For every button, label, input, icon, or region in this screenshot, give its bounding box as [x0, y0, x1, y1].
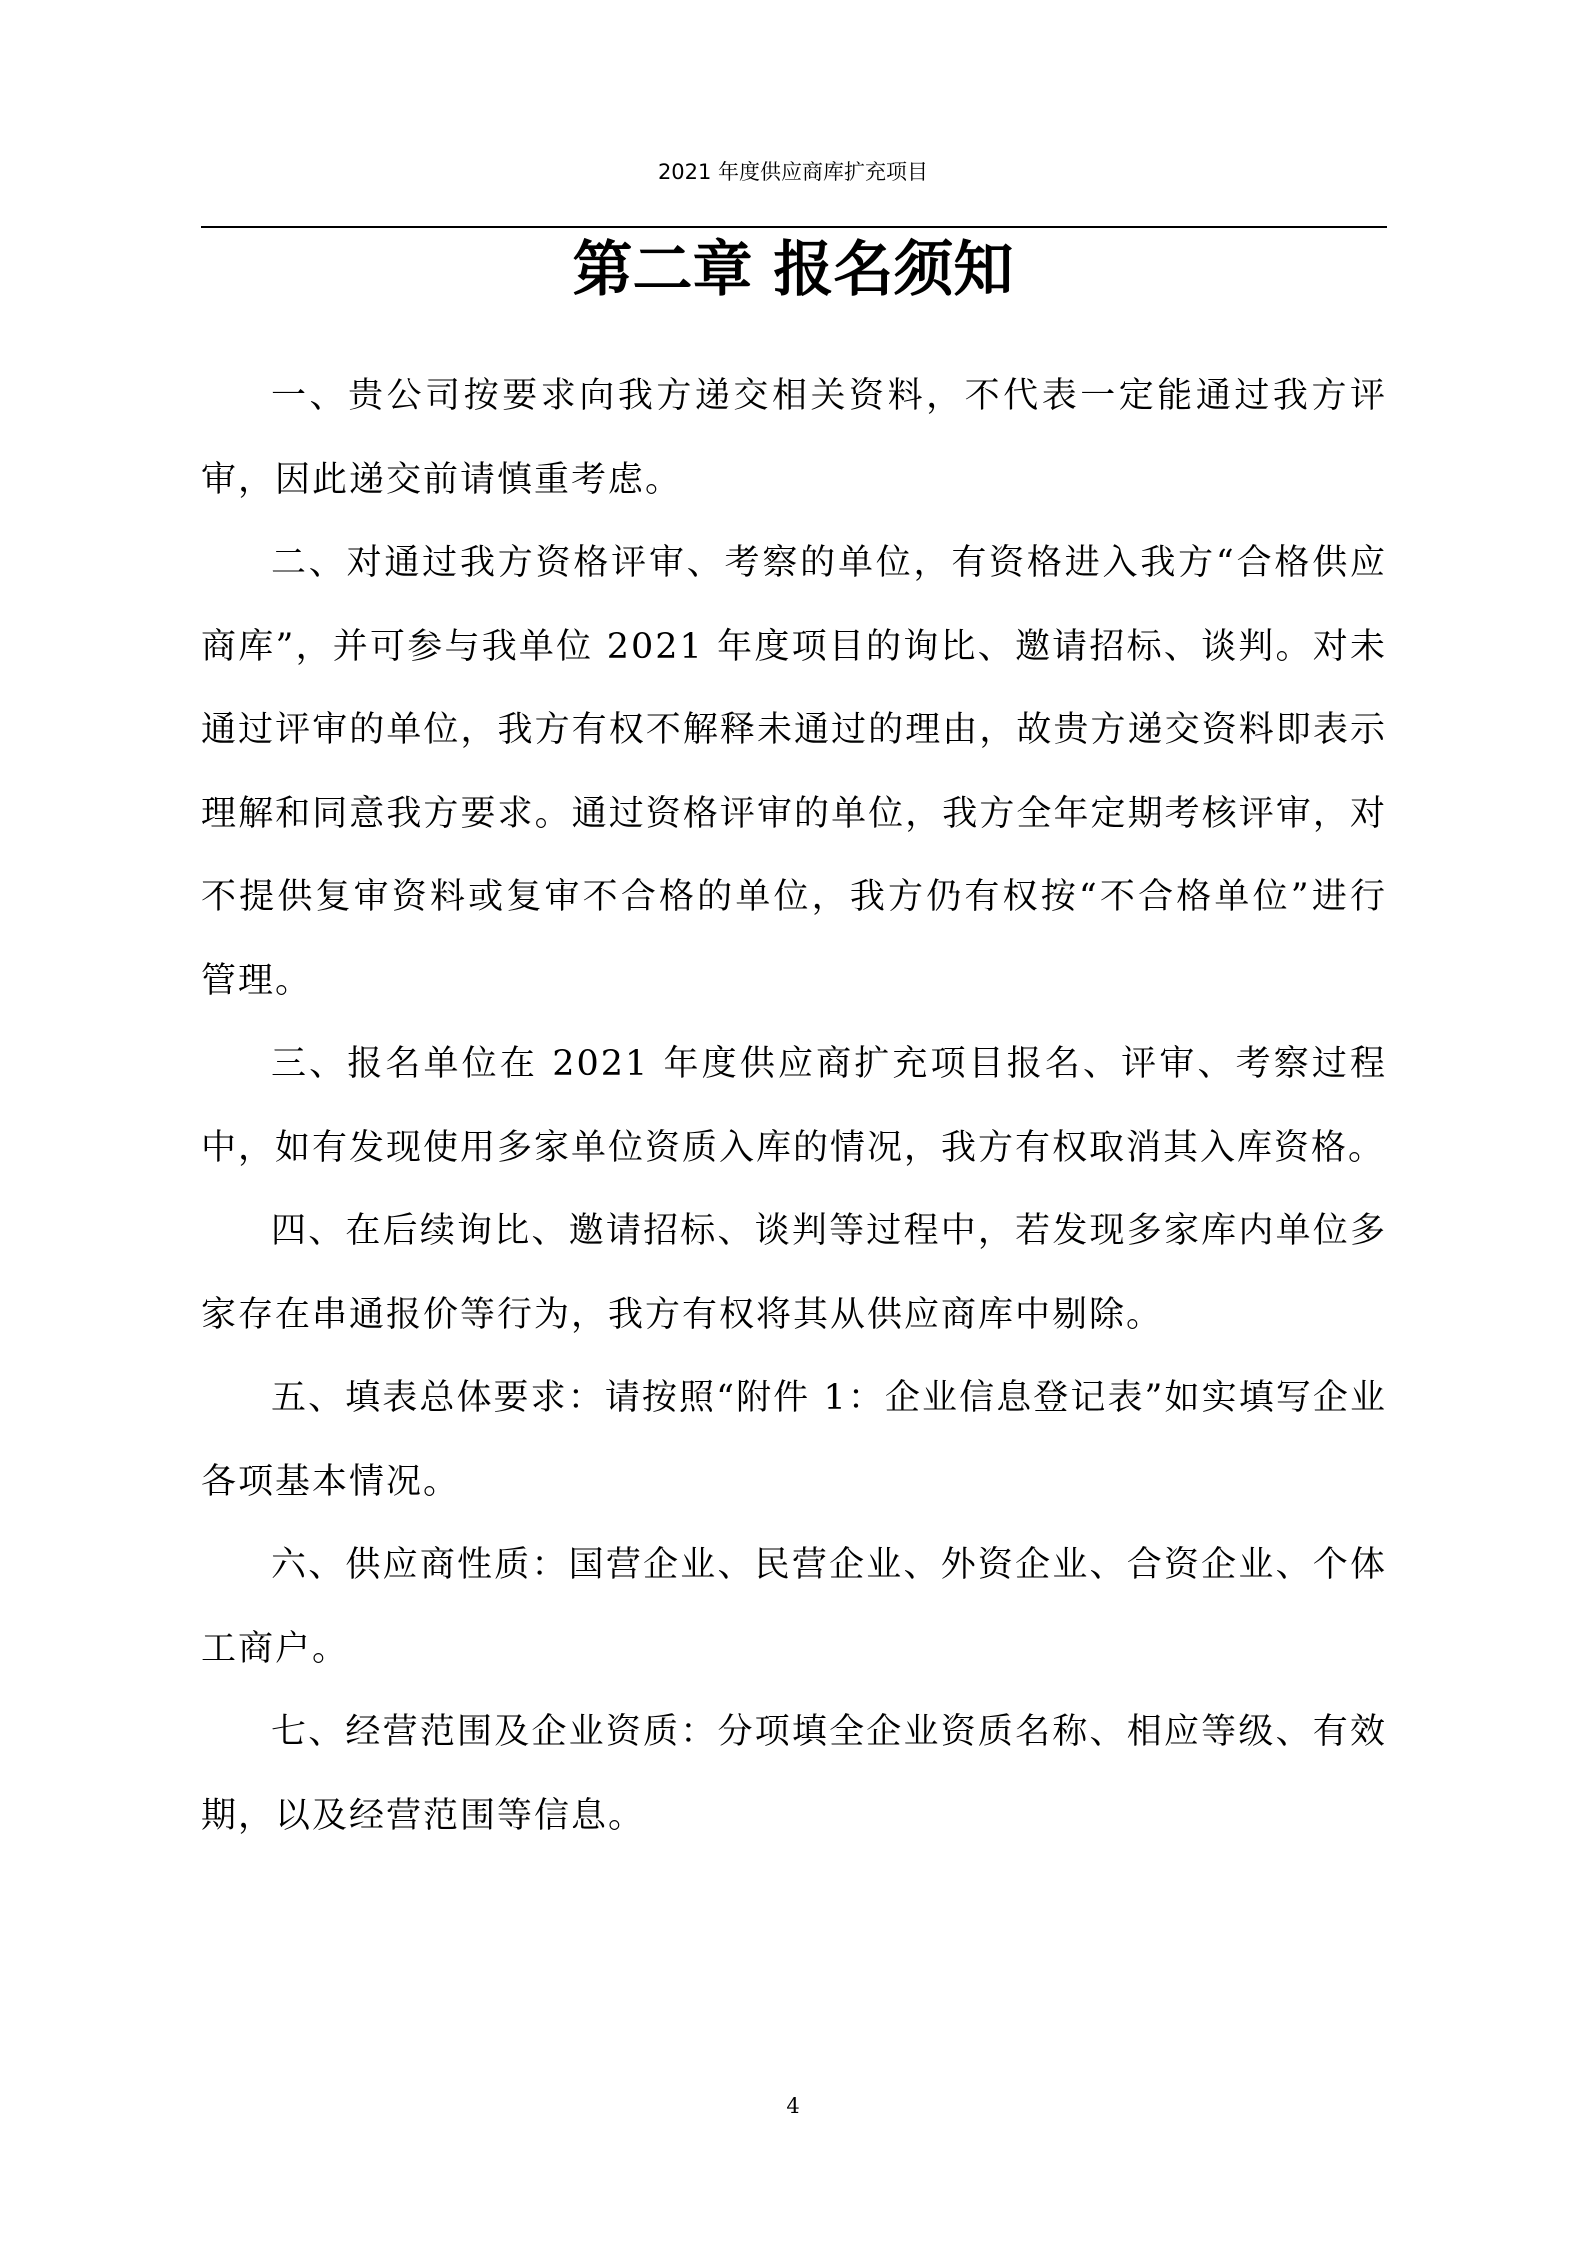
paragraph-7: 七、经营范围及企业资质：分项填全企业资质名称、相应等级、有效期，以及经营范围等信息。 — [201, 1712, 1387, 1836]
paragraph-5: 五、填表总体要求：请按照“附件 1：企业信息登记表”如实填写企业各项基本情况。 — [201, 1378, 1387, 1502]
body-text — [201, 355, 1387, 1858]
running-header: 2021 年度供应商库扩充项目 — [657, 160, 929, 184]
page-number: 4 — [786, 2094, 800, 2118]
header-rule — [201, 226, 1387, 228]
paragraph-4: 四、在后续询比、邀请招标、谈判等过程中，若发现多家库内单位多家存在串通报价等行为，我方有权将其从供应商库中剔除。 — [201, 1211, 1387, 1335]
paragraph-1: 一、贵公司按要求向我方递交相关资料，不代表一定能通过我方评审，因此递交前请慎重考虑。 — [201, 376, 1387, 500]
paragraph-2: 二、对通过我方资格评审、考察的单位，有资格进入我方“合格供应商库”，并可参与我单位 2021 年度项目的询比、邀请招标、谈判。对未通过评审的单位，我方有权不解释未通过的理由，故贵方递交资料即表示理解和同意我方要求。通过资格评审的单位，我方全年定期考核评审，对不提供复审资料或复审不合格的单位，我方仍有权按“不合格单位”进行管理。 — [201, 543, 1387, 1001]
paragraph-6: 六、供应商性质：国营企业、民营企业、外资企业、合资企业、个体工商户。 — [201, 1545, 1387, 1669]
chapter-title: 第二章 报名须知 — [572, 235, 1014, 305]
paragraph-3: 三、报名单位在 2021 年度供应商扩充项目报名、评审、考察过程中，如有发现使用多家单位资质入库的情况，我方有权取消其入库资格。 — [201, 1044, 1387, 1168]
